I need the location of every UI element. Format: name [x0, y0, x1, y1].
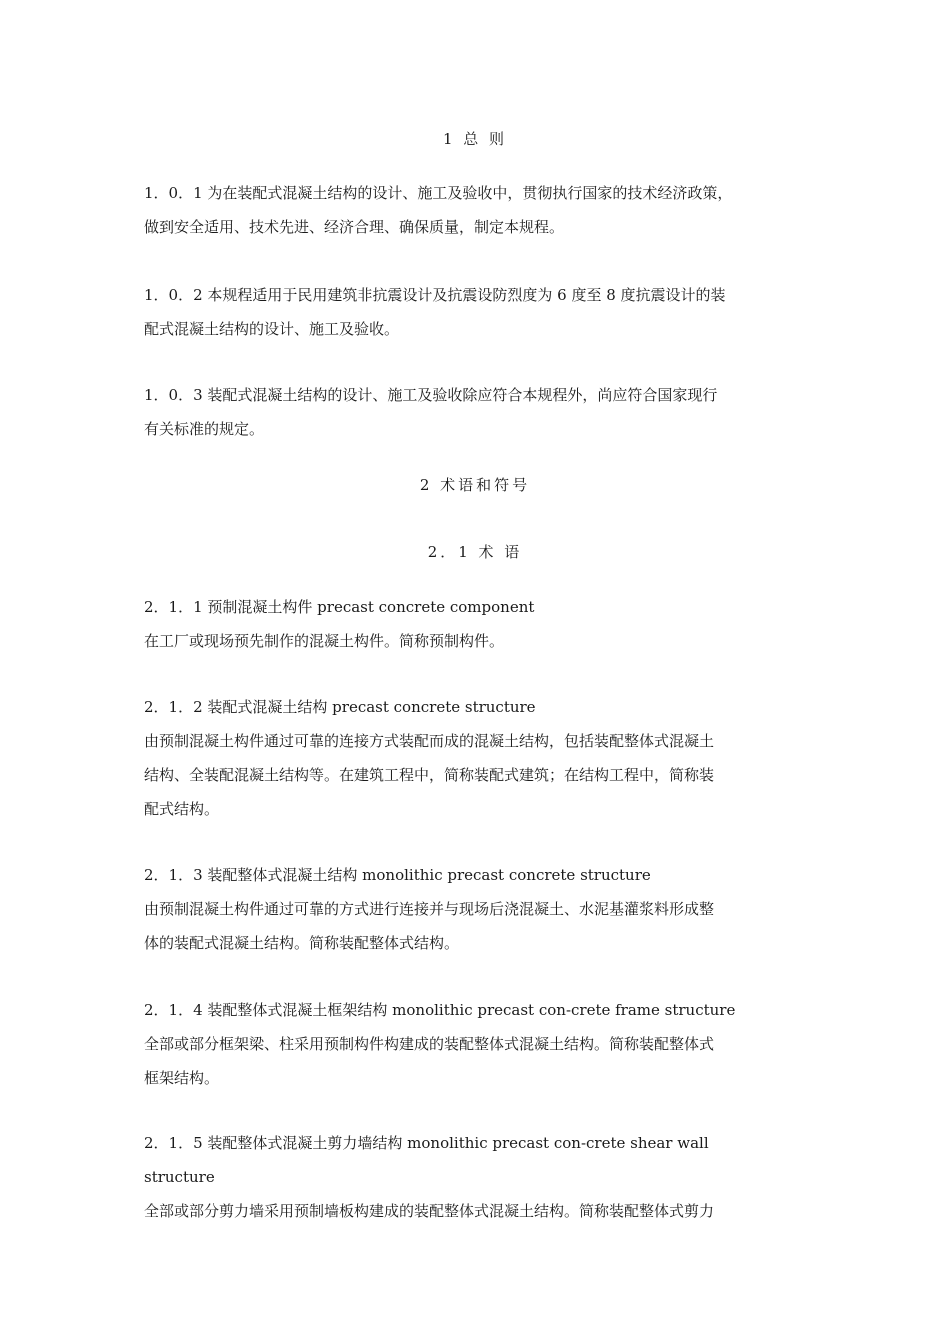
clause-1-0-1 — [144, 176, 809, 244]
chapter-1-heading: 1 总 则 — [442, 130, 508, 148]
clause-line: 1．0．1 为在装配式混凝土结构的设计、施工及验收中，贯彻执行国家的技术经济政策， — [144, 184, 733, 202]
term-2-1-1 — [144, 590, 809, 658]
term-2-1-4 — [144, 993, 809, 1095]
clause-line: 1．0．2 本规程适用于民用建筑非抗震设计及抗震设防烈度为 6 度至 8 度抗震设计的装 — [144, 286, 726, 304]
clause-line: 配式混凝土结构的设计、施工及验收。 — [144, 320, 400, 338]
term-definition: 全部或部分框架梁、柱采用预制构件构建成的装配整体式混凝土结构。简称装配整体式 — [144, 1035, 715, 1053]
term-title: 2．1．3 装配整体式混凝土结构 monolithic precast concrete structure — [144, 866, 651, 884]
term-definition: 配式结构。 — [144, 800, 220, 818]
term-title: 2．1．5 装配整体式混凝土剪力墙结构 monolithic precast con-crete shear wall — [144, 1134, 709, 1152]
term-definition: 全部或部分剪力墙采用预制墙板构建成的装配整体式混凝土结构。简称装配整体式剪力 — [144, 1202, 715, 1220]
term-2-1-2 — [144, 690, 809, 826]
term-definition: 在工厂或现场预先制作的混凝土构件。简称预制构件。 — [144, 632, 505, 650]
term-2-1-3 — [144, 858, 809, 960]
term-definition: 由预制混凝土构件通过可靠的连接方式装配而成的混凝土结构，包括装配整体式混凝土 — [144, 732, 715, 750]
term-title: 2．1．4 装配整体式混凝土框架结构 monolithic precast con-crete frame structure — [144, 1001, 736, 1019]
term-2-1-5 — [144, 1126, 809, 1228]
clause-1-0-2 — [144, 278, 809, 346]
clause-1-0-3 — [144, 378, 809, 446]
term-title-continued: structure — [144, 1168, 215, 1186]
clause-line: 做到安全适用、技术先进、经济合理、确保质量，制定本规程。 — [144, 218, 565, 236]
term-definition: 由预制混凝土构件通过可靠的方式进行连接并与现场后浇混凝土、水泥基灌浆料形成整 — [144, 900, 715, 918]
term-definition: 框架结构。 — [144, 1069, 220, 1087]
clause-line: 1．0．3 装配式混凝土结构的设计、施工及验收除应符合本规程外，尚应符合国家现行 — [144, 386, 718, 404]
term-title: 2．1．2 装配式混凝土结构 precast concrete structure — [144, 698, 536, 716]
term-title: 2．1．1 预制混凝土构件 precast concrete component — [144, 598, 535, 616]
section-2-1-heading: 2．1 术 语 — [427, 543, 523, 561]
term-definition: 体的装配式混凝土结构。简称装配整体式结构。 — [144, 934, 460, 952]
clause-line: 有关标准的规定。 — [144, 420, 265, 438]
term-definition: 结构、全装配混凝土结构等。在建筑工程中，简称装配式建筑；在结构工程中，简称装 — [144, 766, 715, 784]
chapter-2-heading: 2 术语和符号 — [419, 476, 531, 494]
